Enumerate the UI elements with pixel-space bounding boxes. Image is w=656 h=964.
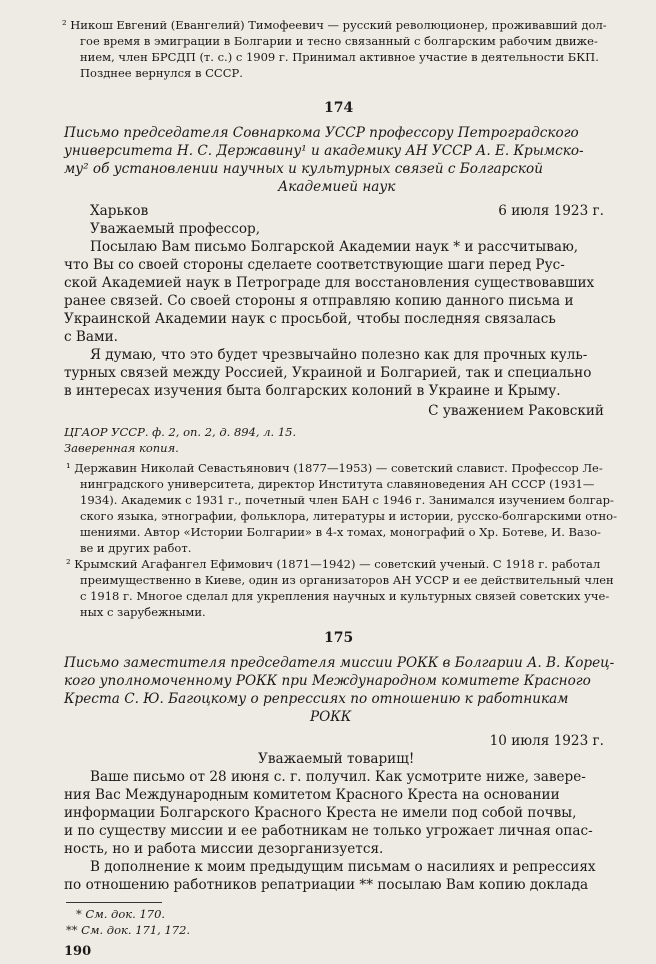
body-line: В дополнение к моим предыдущим письмам о насилиях и репрессиях — [90, 859, 596, 875]
body-line: информации Болгарского Красного Креста не имели под собой почвы, — [64, 805, 577, 821]
note-line: преимущественно в Киеве, один из организаторов АН УССР и ее действительный член — [80, 573, 614, 587]
title-line: Письмо председателя Совнаркома УССР профессору Петроградского — [64, 125, 579, 141]
body-line: с Вами. — [64, 329, 118, 345]
body-line: в интересах изучения быта болгарских колоний в Украине и Крыму. — [64, 383, 561, 399]
title-line: Академией наук — [278, 179, 396, 195]
page-number: 190 — [64, 944, 92, 959]
salutation: Уважаемый профессор, — [90, 221, 261, 237]
note-line: ных с зарубежными. — [80, 605, 206, 619]
body-line: ранее связей. Со своей стороны я отправляю копию данного письма и — [64, 293, 574, 309]
salutation: Уважаемый товарищ! — [258, 751, 415, 767]
footnote: * См. док. 170. — [76, 907, 166, 921]
copy-note: Заверенная копия. — [64, 441, 179, 455]
note-line: нинградского университета, директор Института славяноведения АН СССР (1931— — [80, 477, 595, 491]
note-line: шениями. Автор «Истории Болгарии» в 4-х томах, монографий о Хр. Ботеве, И. Вазо- — [80, 525, 601, 539]
note-line: с 1918 г. Многое сделал для укрепления научных и культурных связей советских уче- — [80, 589, 610, 603]
body-line: Украинской Академии наук с просьбой, чтобы последняя связалась — [64, 311, 556, 327]
title-line: университета Н. С. Державину¹ и академику АН УССР А. Е. Крымско- — [64, 143, 584, 159]
body-line: и по существу миссии и ее работникам не только угрожает личная опас- — [64, 823, 593, 839]
footnote-line: гое время в эмиграции в Болгарии и тесно связанный с болгарским рабочим движе- — [80, 34, 598, 48]
note-line: ве и других работ. — [80, 541, 192, 555]
body-line: ность, но и работа миссии дезорганизуется. — [64, 841, 384, 857]
footnote-line: Позднее вернулся в СССР. — [80, 66, 243, 80]
document-number: 175 — [324, 630, 354, 646]
signature: С уважением Раковский — [428, 403, 604, 419]
footnote: ** См. док. 171, 172. — [66, 923, 191, 937]
footnote-divider — [66, 902, 162, 903]
date: 6 июля 1923 г. — [498, 203, 604, 219]
body-line: по отношению работников репатриации ** посылаю Вам копию доклада — [64, 877, 589, 893]
body-line: Я думаю, что это будет чрезвычайно полезно как для прочных куль- — [90, 347, 588, 363]
footnote-line: нием, член БРСДП (т. с.) с 1909 г. Принимал активное участие в деятельности БКП. — [80, 50, 599, 64]
body-line: что Вы со своей стороны сделаете соответствующие шаги перед Рус- — [64, 257, 565, 273]
body-line: Посылаю Вам письмо Болгарской Академии наук * и рассчитываю, — [90, 239, 579, 255]
body-line: ской Академией наук в Петрограде для восстановления существовавших — [64, 275, 595, 291]
title-line: му² об установлении научных и культурных связей с Болгарской — [64, 161, 543, 177]
title-line: Креста С. Ю. Багоцкому о репрессиях по отношению к работникам — [64, 691, 569, 707]
body-line: Ваше письмо от 28 июня с. г. получил. Как усмотрите ниже, завере- — [90, 769, 586, 785]
place: Харьков — [90, 203, 149, 219]
note-line: 1934). Академик с 1931 г., почетный член БАН с 1946 г. Занимался изучением болгар- — [80, 493, 614, 507]
body-line: турных связей между Россией, Украиной и Болгарией, так и специально — [64, 365, 592, 381]
document-number: 174 — [324, 100, 354, 116]
note-line: ² Крымский Агафангел Ефимович (1871—1942) — советский ученый. С 1918 г. работал — [66, 557, 601, 571]
note-line: ского языка, этнографии, фольклора, литературы и истории, русско-болгарскими отно- — [80, 509, 617, 523]
note-line: ¹ Державин Николай Севастьянович (1877—1953) — советский славист. Профессор Ле- — [66, 461, 603, 475]
archive-reference: ЦГАОР УССР. ф. 2, оп. 2, д. 894, л. 15. — [64, 425, 297, 439]
title-line: РОКК — [310, 709, 352, 725]
body-line: ния Вас Международным комитетом Красного Креста на основании — [64, 787, 560, 803]
title-line: кого уполномоченному РОКК при Международном комитете Красного — [64, 673, 591, 689]
date: 10 июля 1923 г. — [489, 733, 604, 749]
footnote-line: ² Никош Евгений (Евангелий) Тимофеевич — русский революционер, проживавший дол- — [62, 18, 607, 32]
title-line: Письмо заместителя председателя миссии РОКК в Болгарии А. В. Корец- — [64, 655, 615, 671]
